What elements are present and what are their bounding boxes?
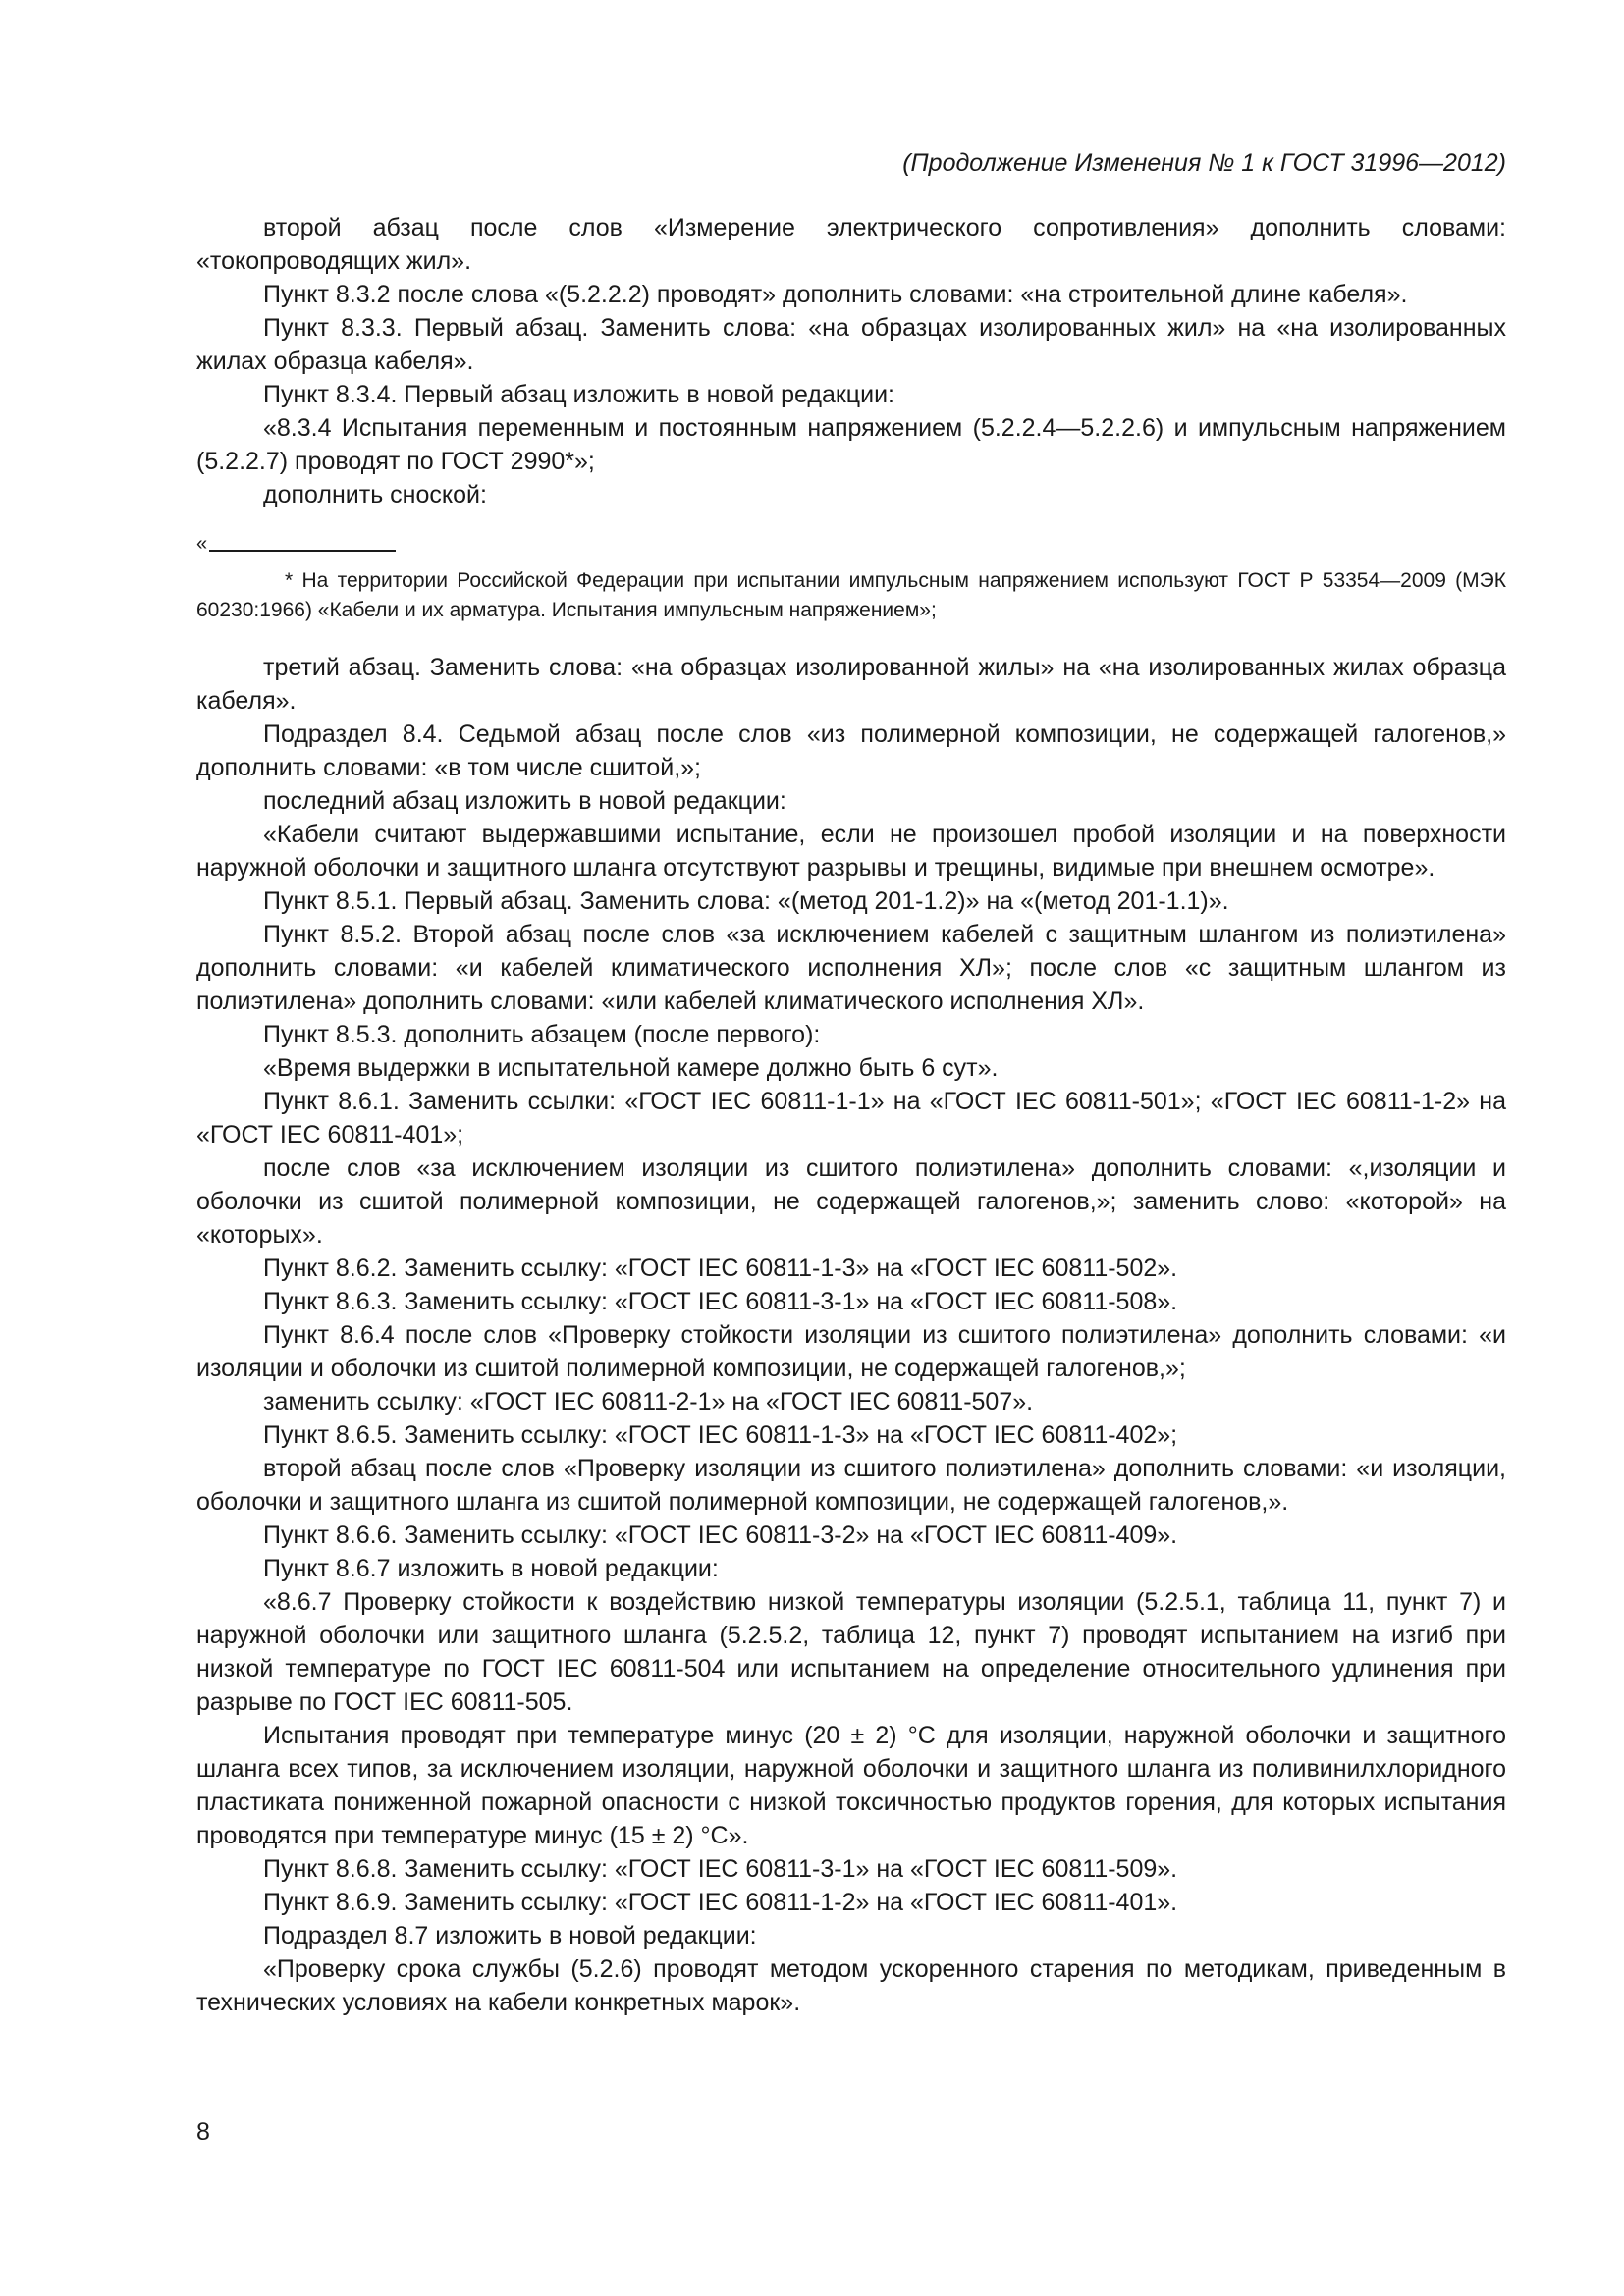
footnote-separator [196,535,1506,555]
paragraph: «8.3.4 Испытания переменным и постоянным напряжением (5.2.2.4—5.2.2.6) и импульсным напряжением (5.2.2.7) проводят по ГОСТ 2990*»; [196,414,1506,475]
paragraph: Пункт 8.6.5. Заменить ссылку: «ГОСТ IEC 60811-1-3» на «ГОСТ IEC 60811-402»; [263,1421,1178,1449]
paragraph: Пункт 8.5.1. Первый абзац. Заменить слова: «(метод 201-1.2)» на «(метод 201-1.1)». [263,887,1229,915]
document-body [196,211,1506,2019]
paragraph: Испытания проводят при температуре минус (20 ± 2) °С для изоляции, наружной оболочки и защитного шланга всех типов, за исключением изоляции, наружной оболочки и защитного шланга из поливинилхлоридного пластиката пониженной пожарной опасности с низкой токсичностью продуктов горения, для которых испытания проводятся при температуре минус (15 ± 2) °С». [196,1722,1506,1849]
running-title: (Продолжение Изменения № 1 к ГОСТ 31996—2012) [902,149,1506,177]
paragraph: дополнить сноской: [263,481,487,508]
paragraph: «Время выдержки в испытательной камере должно быть 6 сут». [263,1054,999,1082]
paragraph: второй абзац после слов «Измерение электрического сопротивления» дополнить словами: «токопроводящих жил». [196,214,1506,275]
footnote-open-quote: « [196,533,208,555]
footnote-rule [209,550,396,552]
paragraph: Пункт 8.6.6. Заменить ссылку: «ГОСТ IEC 60811-3-2» на «ГОСТ IEC 60811-409». [263,1522,1178,1549]
paragraph: Пункт 8.6.3. Заменить ссылку: «ГОСТ IEC 60811-3-1» на «ГОСТ IEC 60811-508». [263,1288,1178,1315]
paragraph: Пункт 8.6.1. Заменить ссылки: «ГОСТ IEC 60811-1-1» на «ГОСТ IEC 60811-501»; «ГОСТ IEC 60811-1-2» на «ГОСТ IEC 60811-401»; [196,1088,1506,1148]
paragraph: Пункт 8.6.7 изложить в новой редакции: [263,1555,719,1582]
paragraph: Пункт 8.5.3. дополнить абзацем (после первого): [263,1021,821,1048]
paragraph: Пункт 8.6.8. Заменить ссылку: «ГОСТ IEC 60811-3-1» на «ГОСТ IEC 60811-509». [263,1855,1178,1883]
paragraph: последний абзац изложить в новой редакции: [263,787,786,815]
paragraph: «Проверку срока службы (5.2.6) проводят методом ускоренного старения по методикам, приведенным в технических условиях на кабели конкретных марок». [196,1955,1506,2016]
paragraph: «8.6.7 Проверку стойкости к воздействию низкой температуры изоляции (5.2.5.1, таблица 11, пункт 7) и наружной оболочки или защитного шланга (5.2.5.2, таблица 12, пункт 7) проводят испытанием на изгиб при низкой температуре по ГОСТ IEC 60811-504 или испытанием на определение относительного удлинения при разрыве по ГОСТ IEC 60811-505. [196,1588,1506,1716]
paragraph: Пункт 8.3.4. Первый абзац изложить в новой редакции: [263,381,895,408]
paragraph: Пункт 8.3.3. Первый абзац. Заменить слова: «на образцах изолированных жил» на «на изолированных жилах образца кабеля». [196,314,1506,375]
paragraph: Пункт 8.6.9. Заменить ссылку: «ГОСТ IEC 60811-1-2» на «ГОСТ IEC 60811-401». [263,1889,1178,1916]
paragraph: Пункт 8.6.2. Заменить ссылку: «ГОСТ IEC 60811-1-3» на «ГОСТ IEC 60811-502». [263,1255,1178,1282]
footnote-text: * На территории Российской Федерации при испытании импульсным напряжением используют ГОСТ Р 53354—2009 (МЭК 60230:1966) «Кабели и их арматура. Испытания импульсным напряжением»; [196,569,1506,621]
footnote-block [196,535,1506,625]
paragraph: Подраздел 8.4. Седьмой абзац после слов «из полимерной композиции, не содержащей галогенов,» дополнить словами: «в том числе сшитой,»; [196,721,1506,781]
paragraph: третий абзац. Заменить слова: «на образцах изолированной жилы» на «на изолированных жилах образца кабеля». [196,654,1506,715]
paragraph: Пункт 8.3.2 после слова «(5.2.2.2) проводят» дополнить словами: «на строительной длине кабеля». [263,281,1408,308]
paragraph: «Кабели считают выдержавшими испытание, если не произошел пробой изоляции и на поверхности наружной оболочки и защитного шланга отсутствуют разрывы и трещины, видимые при внешнем осмотре». [196,821,1506,881]
paragraph: второй абзац после слов «Проверку изоляции из сшитого полиэтилена» дополнить словами: «и изоляции, оболочки и защитного шланга из сшитой полимерной композиции, не содержащей галогенов,». [196,1455,1506,1516]
paragraph: Пункт 8.5.2. Второй абзац после слов «за исключением кабелей с защитным шлангом из полиэтилена» дополнить словами: «и кабелей климатического исполнения ХЛ»; после слов «с защитным шлангом из полиэтилена» дополнить словами: «или кабелей климатического исполнения ХЛ». [196,921,1506,1015]
paragraph: после слов «за исключением изоляции из сшитого полиэтилена» дополнить словами: «,изоляции и оболочки из сшитой полимерной композиции, не содержащей галогенов,»; заменить слово: «которой» на «которых». [196,1154,1506,1249]
page-number: 8 [196,2118,210,2146]
paragraph: Подраздел 8.7 изложить в новой редакции: [263,1922,757,1949]
paragraph: Пункт 8.6.4 после слов «Проверку стойкости изоляции из сшитого полиэтилена» дополнить словами: «и изоляции и оболочки из сшитой полимерной композиции, не содержащей галогенов,»; [196,1321,1506,1382]
paragraph: заменить ссылку: «ГОСТ IEC 60811-2-1» на «ГОСТ IEC 60811-507». [263,1388,1034,1415]
